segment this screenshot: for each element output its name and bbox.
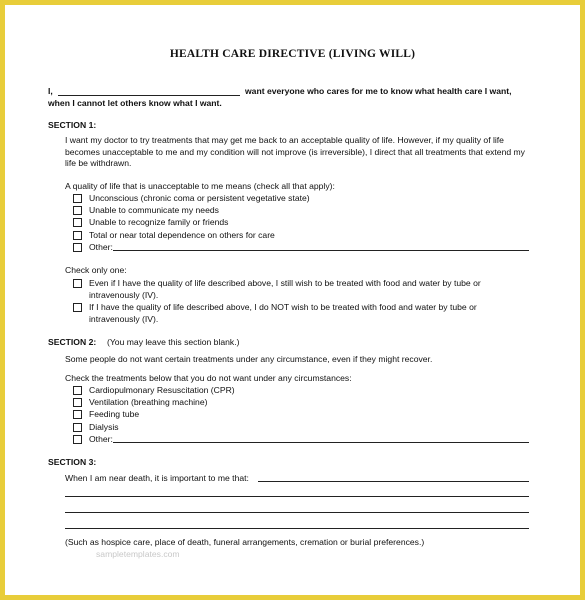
choice-not-treated-line1: If I have the quality of life described above, I do NOT wish to be treated with food and water by tube or	[89, 302, 477, 312]
check-only-one-label: Check only one:	[65, 265, 127, 275]
section2-heading: SECTION 2:	[48, 337, 97, 347]
section2-heading-note: (You may leave this section blank.)	[107, 337, 240, 347]
checkbox-unable-recognize[interactable]	[73, 218, 82, 227]
checkbox-unable-communicate[interactable]	[73, 206, 82, 215]
section3-field-line-4[interactable]	[65, 528, 529, 529]
checkbox-unconscious[interactable]	[73, 194, 82, 203]
intro-line2: when I cannot let others know what I want.	[48, 98, 222, 108]
option-unconscious: Unconscious (chronic coma or persistent vegetative state)	[89, 193, 310, 203]
option-total-dependence: Total or near total dependence on others for care	[89, 230, 275, 240]
option-dialysis: Dialysis	[89, 422, 119, 432]
option-feeding-tube: Feeding tube	[89, 409, 140, 419]
checkbox-not-treated[interactable]	[73, 303, 82, 312]
checkbox-other-2[interactable]	[73, 435, 82, 444]
section3-field-line-1[interactable]	[258, 481, 529, 482]
option-other-1: Other:	[89, 242, 113, 252]
name-field-line[interactable]	[58, 95, 240, 96]
other-1-field-line[interactable]	[113, 250, 529, 251]
section1-paragraph: I want my doctor to try treatments that may get me back to an acceptable quality of life. However, if my quality of life becomes unacceptable to me and my condition will not improve (is irreversible), I direct that all treatments that extend my life be withdrawn.	[65, 135, 525, 169]
section1-list-intro: A quality of life that is unacceptable to me means (check all that apply):	[65, 181, 335, 191]
option-ventilation: Ventilation (breathing machine)	[89, 397, 208, 407]
intro-i-label: I,	[48, 86, 53, 96]
choice-not-treated-line2: intravenously (IV).	[89, 314, 159, 324]
section3-field-line-3[interactable]	[65, 512, 529, 513]
choice-wish-treated-line1: Even if I have the quality of life described above, I still wish to be treated with food and water by tube or	[89, 278, 481, 288]
option-cpr: Cardiopulmonary Resuscitation (CPR)	[89, 385, 235, 395]
section3-heading: SECTION 3:	[48, 457, 97, 467]
checkbox-wish-treated[interactable]	[73, 279, 82, 288]
section2-list-intro: Check the treatments below that you do not want under any circumstances:	[65, 373, 352, 383]
checkbox-dialysis[interactable]	[73, 423, 82, 432]
section3-footnote: (Such as hospice care, place of death, funeral arrangements, cremation or burial preferences.)	[65, 537, 425, 547]
section2-paragraph: Some people do not want certain treatments under any circumstance, even if they might recover.	[65, 354, 433, 364]
intro-line1: want everyone who cares for me to know what health care I want,	[245, 86, 512, 96]
option-unable-communicate: Unable to communicate my needs	[89, 205, 219, 215]
section3-field-line-2[interactable]	[65, 496, 529, 497]
section1-heading: SECTION 1:	[48, 120, 97, 130]
checkbox-ventilation[interactable]	[73, 398, 82, 407]
option-unable-recognize: Unable to recognize family or friends	[89, 217, 229, 227]
watermark: sampletemplates.com	[96, 549, 180, 559]
option-other-2: Other:	[89, 434, 113, 444]
choice-wish-treated-line2: intravenously (IV).	[89, 290, 159, 300]
document-title: HEALTH CARE DIRECTIVE (LIVING WILL)	[169, 48, 416, 60]
checkbox-other-1[interactable]	[73, 243, 82, 252]
other-2-field-line[interactable]	[113, 442, 529, 443]
checkbox-cpr[interactable]	[73, 386, 82, 395]
section3-prompt: When I am near death, it is important to me that:	[65, 473, 249, 483]
checkbox-feeding-tube[interactable]	[73, 410, 82, 419]
checkbox-total-dependence[interactable]	[73, 231, 82, 240]
